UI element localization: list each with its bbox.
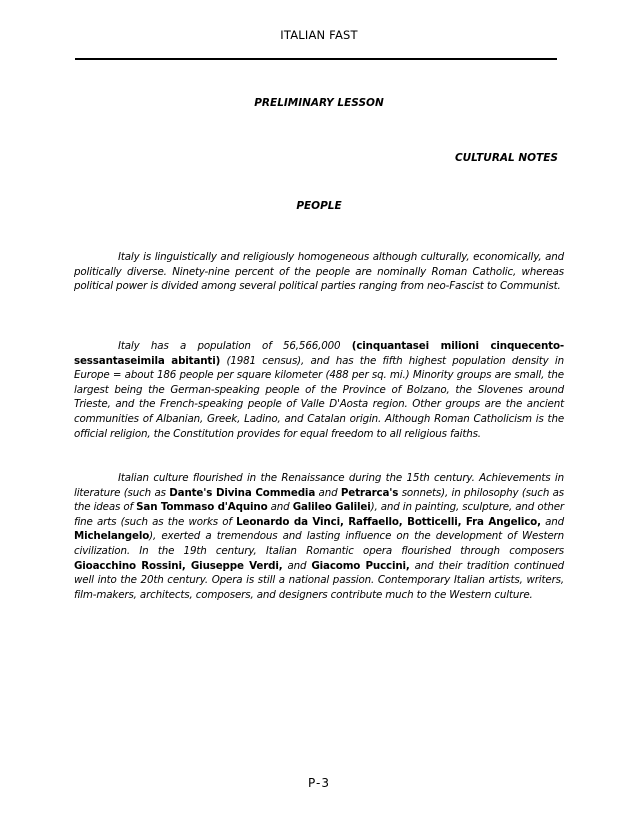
paragraph-text: (1981 census), and has the fifth highest population density in Europe = about 186 people per square kilometer (488 per sq. mi.) Minority groups are small, the largest being the German-speaking people of the Province of Bolzano, the Slovenes around Trieste, and the French-speaking people of Valle D'Aosta region. Other groups are the ancient communities of Albanian, Greek, Ladino, and Catalan origin. Although Roman Catholicism is the official religion, the Constitution provides for equal freedom to all religious faiths. bbox=[74, 354, 564, 440]
paragraph-text: Italy is linguistically and religiously homogeneous although culturally, economically, and politically diverse. Ninety-nine percent of the people are nominally Roman Catholic, whereas political power is divided among several political parties ranging from neo-Fascist to Communist. bbox=[74, 251, 564, 293]
paragraph-text: and bbox=[267, 501, 293, 514]
subsection-title: PEOPLE bbox=[296, 200, 342, 212]
paragraph-text: ), exerted a tremendous and lasting influence on the development of Western civilization. In the 19th century, Italian Romantic opera flourished through composers bbox=[74, 530, 564, 557]
bold-term: Petrarca's bbox=[340, 486, 399, 499]
running-header: ITALIAN FAST bbox=[280, 28, 358, 42]
paragraph-text: Italian culture flourished in the Renaissance during the 15th century. Achievements in literature (such as bbox=[74, 472, 564, 499]
paragraph-text: and their tradition continued well into the 20th century. Opera is still a national passion. Contemporary Italian artists, writers, film-makers, architects, composers, and designers contribute much to the Western culture. bbox=[74, 559, 565, 601]
bold-term: San Tommaso d'Aquino bbox=[136, 501, 268, 514]
paragraph-text: and bbox=[540, 515, 565, 528]
page-number: P-3 bbox=[308, 776, 330, 790]
bold-term: Giacomo Puccini, bbox=[311, 559, 410, 572]
bold-term: Gioacchino Rossini, Giuseppe Verdi, bbox=[74, 559, 283, 572]
paragraph-people-overview bbox=[74, 250, 564, 294]
header-rule bbox=[75, 58, 557, 60]
paragraph-text: and bbox=[315, 486, 341, 499]
paragraph-text: ), and in painting, sculpture, and other fine arts (such as the works of bbox=[74, 501, 564, 528]
bold-term: Galileo Galilei bbox=[292, 501, 371, 514]
paragraph-culture bbox=[74, 471, 564, 602]
paragraph-population bbox=[74, 339, 564, 441]
paragraph-text: and bbox=[282, 559, 312, 572]
bold-term: Leonardo da Vinci, Raffaello, Botticelli, Fra Angelico, bbox=[236, 515, 541, 528]
section-title: CULTURAL NOTES bbox=[454, 152, 558, 164]
bold-term: (cinquantasei milioni cinquecento-sessantaseimila abitanti) bbox=[74, 340, 564, 367]
paragraph-text: Italy has a population of 56,566,000 bbox=[118, 340, 352, 352]
lesson-title: PRELIMINARY LESSON bbox=[254, 97, 384, 109]
bold-term: Dante's Divina Commedia bbox=[169, 486, 316, 499]
bold-term: Michelangelo bbox=[74, 530, 150, 543]
paragraph-text: sonnets), in philosophy (such as the ideas of bbox=[74, 486, 564, 514]
